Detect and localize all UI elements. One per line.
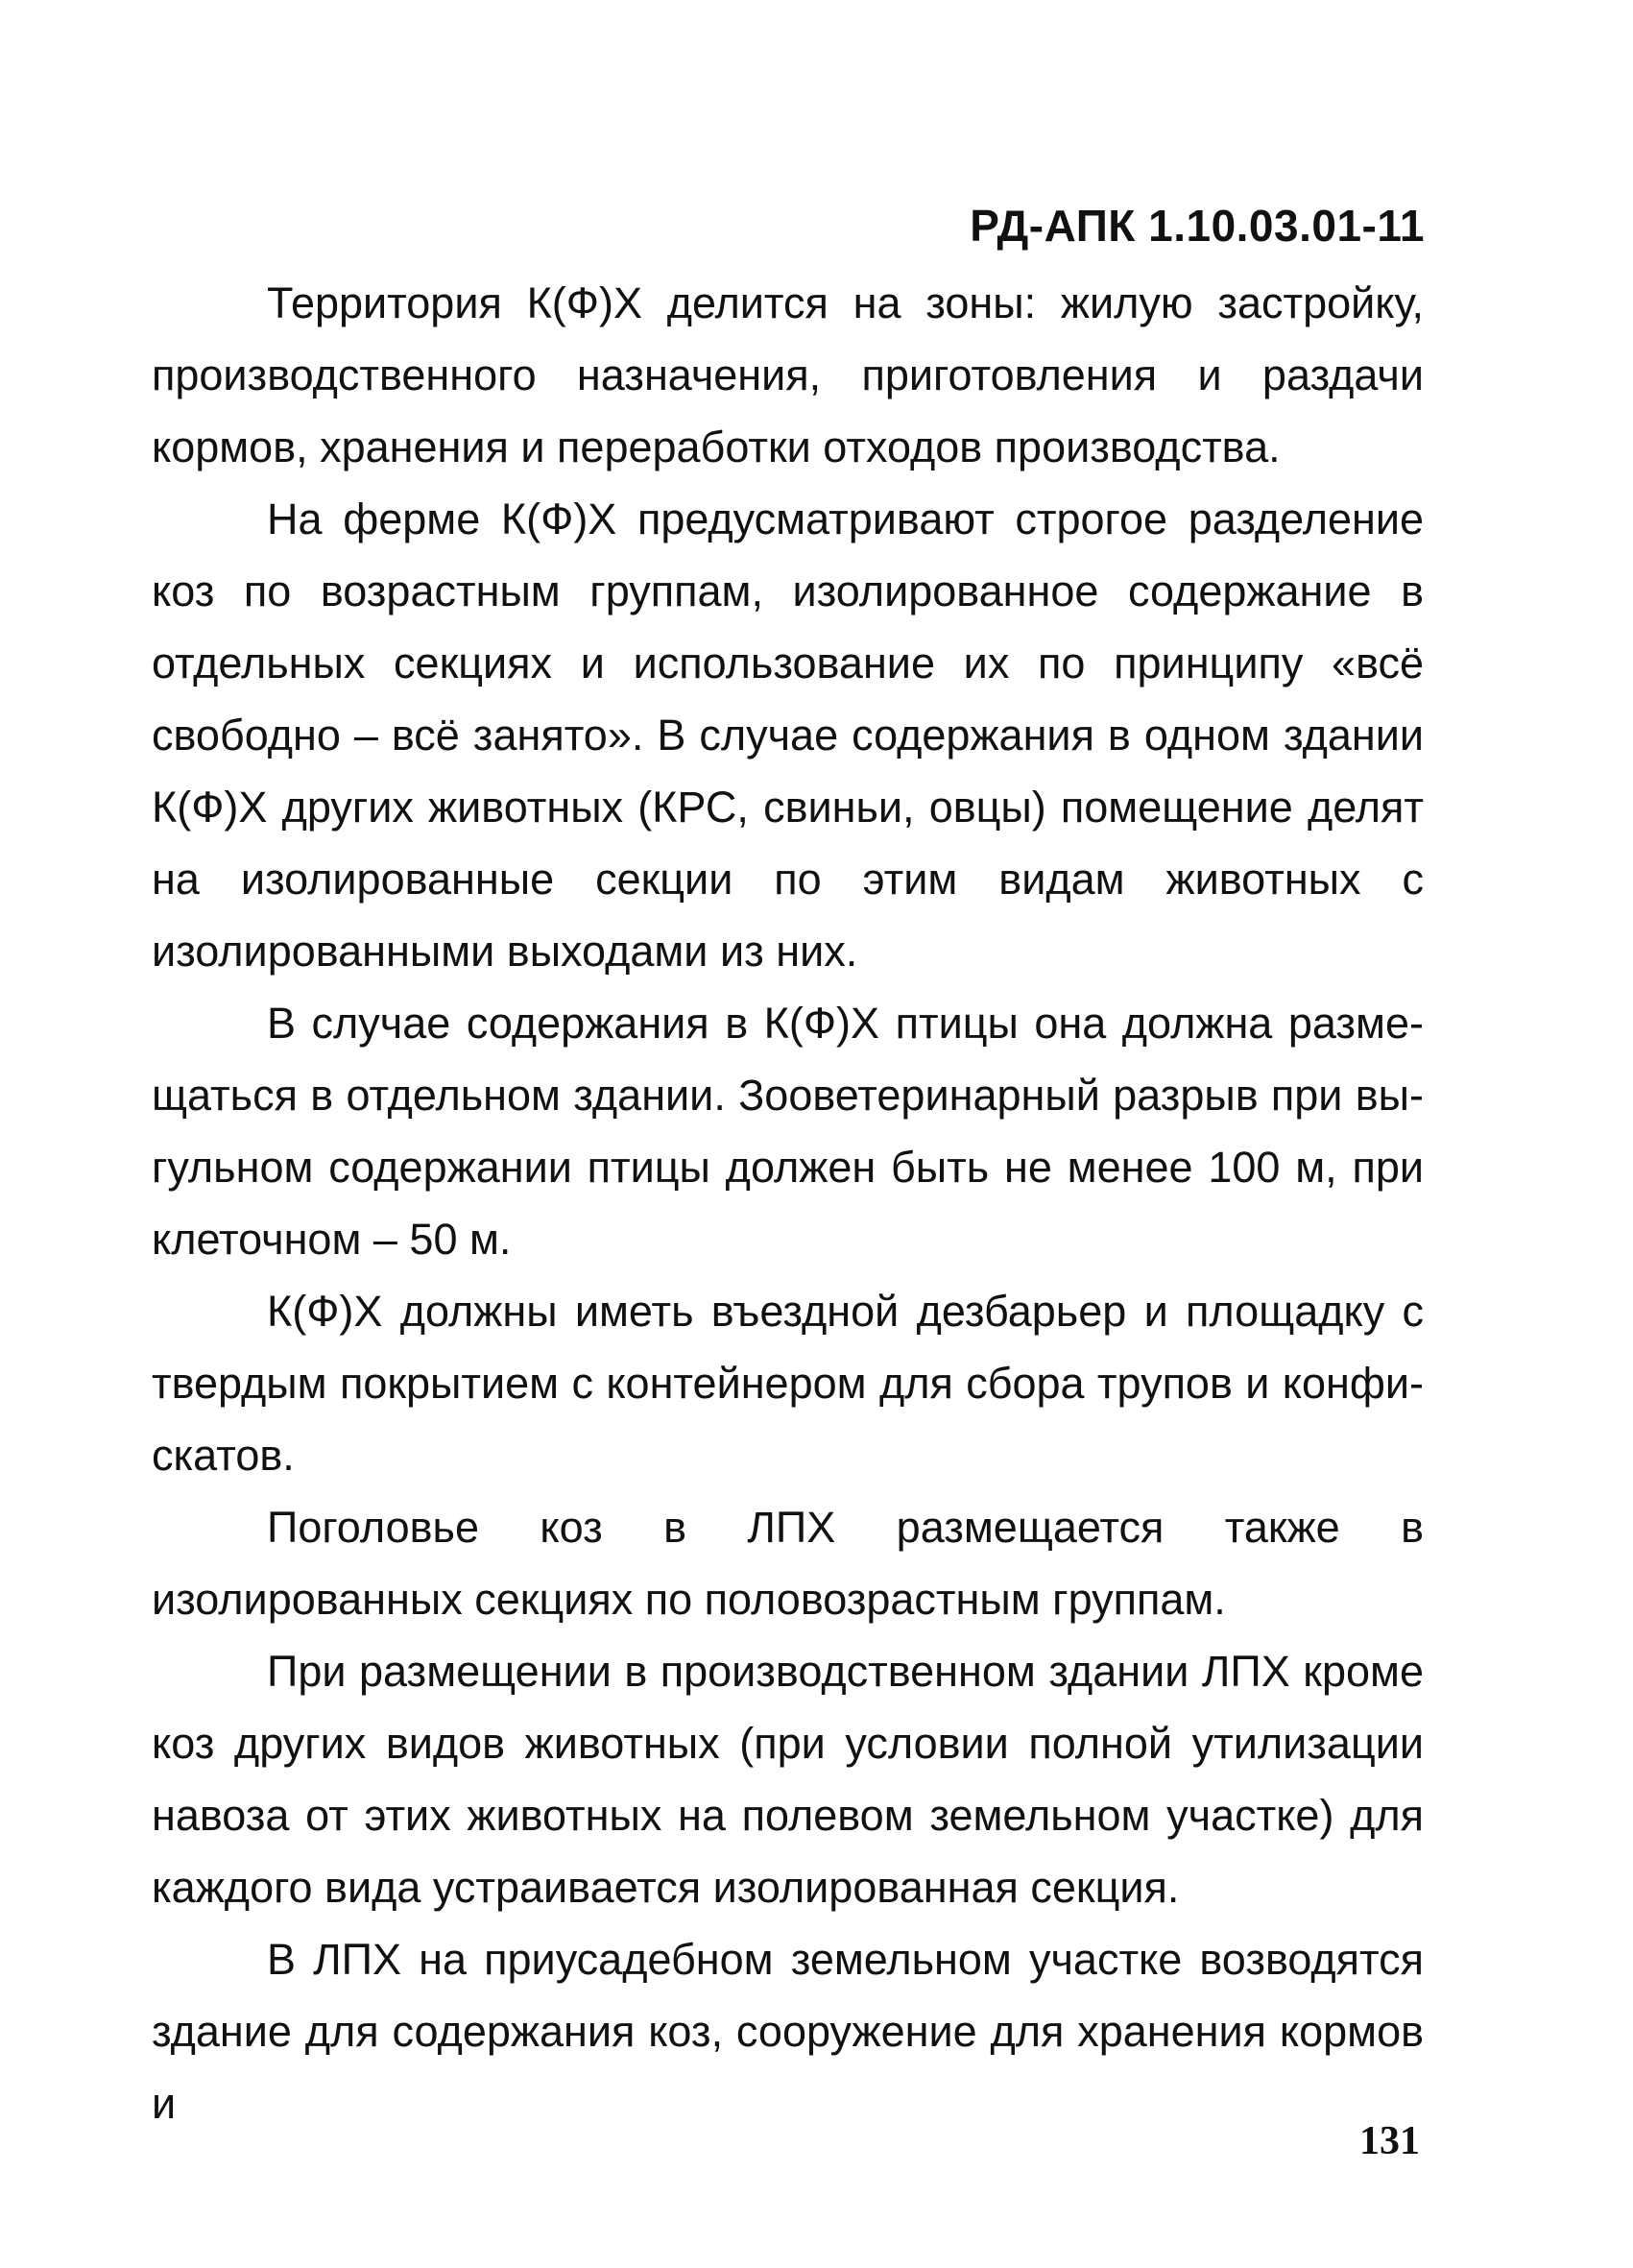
paragraph-lph-other-animals: При размещении в производственном здании ЛПХ кроме коз других видов животных (при условии полной утилизации навоза от этих животных на полевом земельном участке) для каждого вида устраивается изолированная секция. xyxy=(152,1647,1424,1912)
body-text xyxy=(152,267,1424,2139)
paragraph-poultry: В случае содержания в К(Ф)Х птицы она должна размещаться в отдельном здании. Зооветеринарный разрыв при выгульном содержании птицы должен быть не менее 100 м, при клеточном – 50 м. xyxy=(152,999,1424,1264)
document-code-header: РД-АПК 1.10.03.01-11 xyxy=(970,201,1425,251)
paragraph-lph-livestock: Поголовье коз в ЛПХ размещается также в изолированных секциях по половозрастным группам. xyxy=(152,1503,1424,1624)
paragraph-territory-zones: Территория К(Ф)Х делится на зоны: жилую застройку, производственного назначения, приготовления и раздачи кормов, хранения и переработки отходов производства. xyxy=(152,278,1424,471)
paragraph-farm-separation: На ферме К(Ф)Х предусматривают строгое разделение коз по возрастным группам, изолированное содержание в отдельных секциях и использование их по принципу «всё свободно – всё занято». В случае содержания в одном здании К(Ф)Х других животных (КРС, свиньи, овцы) помещение делят на изолированные секции по этим видам животных с изолированными выходами из них. xyxy=(152,495,1424,976)
page-number: 131 xyxy=(1359,2119,1420,2163)
paragraph-disinfection-barrier: К(Ф)Х должны иметь въездной дезбарьер и площадку с твердым покрытием с контейнером для сбора трупов и конфискатов. xyxy=(152,1287,1424,1480)
paragraph-lph-buildings: В ЛПХ на приусадебном земельном участке возводятся здание для содержания коз, сооружение для хранения кормов и xyxy=(152,1935,1424,2128)
